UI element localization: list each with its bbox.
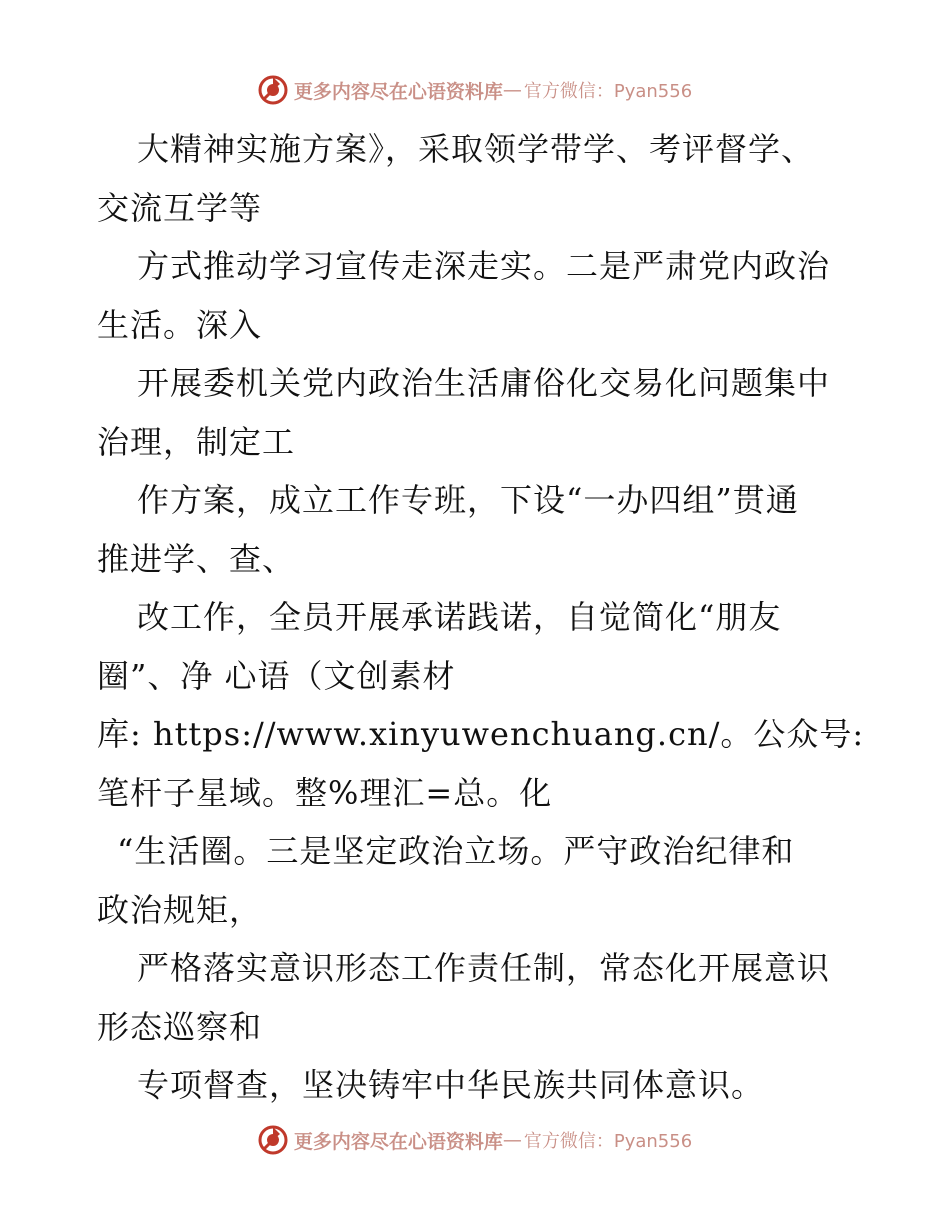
body-line: 圈”、净 心语（文创素材: [97, 656, 456, 695]
body-line: 治理，制定工: [97, 422, 296, 461]
header-separator: —: [502, 79, 522, 101]
footer-promo-text: 更多内容尽在心语资料库: [293, 1130, 503, 1153]
header-banner: [0, 70, 950, 110]
body-line: 笔杆子星域。整%理汇=总。化: [97, 773, 553, 812]
document-body: [97, 120, 865, 1115]
body-line: 形态巡察和: [97, 1007, 263, 1046]
body-line: 方式推动学习宣传走深走实。二是严肃党内政治: [137, 247, 831, 285]
body-line: 严格落实意识形态工作责任制，常态化开展意识: [137, 949, 831, 987]
body-line: 生活。深入: [97, 305, 263, 344]
header-account-text: 官方微信：Pyan556: [523, 81, 693, 102]
brand-logo-icon: [258, 75, 288, 105]
body-line: 推进学、查、: [97, 539, 296, 578]
body-line: 大精神实施方案》，采取领学带学、考评督学、: [137, 130, 815, 168]
header-promo-text: 更多内容尽在心语资料库: [293, 80, 503, 103]
body-line: 开展委机关党内政治生活庸俗化交易化问题集中: [137, 364, 831, 402]
body-line: 政治规矩，: [97, 890, 263, 929]
footer-separator: —: [502, 1129, 522, 1151]
brand-logo-icon: [258, 1125, 288, 1155]
body-line: 交流互学等: [97, 188, 263, 227]
footer-banner: [0, 1120, 950, 1160]
body-line: 改工作，全员开展承诺践诺，自觉简化“朋友: [137, 598, 782, 636]
body-line: 专项督查，坚决铸牢中华民族共同体意识。: [137, 1066, 765, 1104]
footer-account-text: 官方微信：Pyan556: [523, 1131, 693, 1152]
body-line-url: 库: https://www.xinyuwenchuang.cn/。公众号:: [97, 715, 865, 753]
body-line: “生活圈。三是坚定政治立场。严守政治纪律和: [117, 832, 795, 870]
body-line: 作方案，成立工作专班，下设“一办四组”贯通: [137, 481, 799, 519]
